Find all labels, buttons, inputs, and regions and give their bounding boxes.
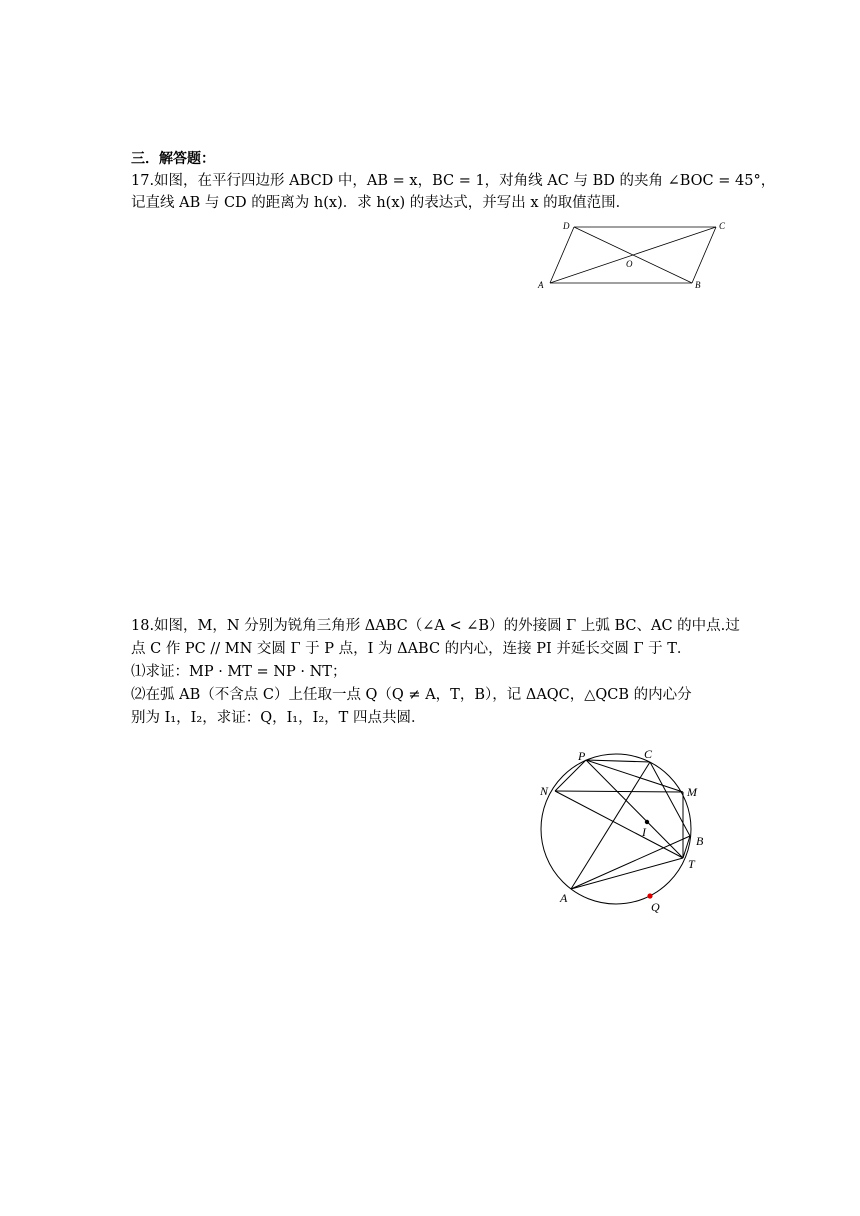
q18-part1: ⑴求证：MP · MT = NP · NT； — [131, 664, 347, 680]
label-A-fig17: A — [538, 280, 544, 290]
q17-parallelogram-figure — [532, 218, 732, 298]
label-C-fig18: C — [644, 747, 653, 761]
label-P-fig18: P — [578, 749, 586, 763]
q17-text-line2: 记直线 AB 与 CD 的距离为 h(x)．求 h(x) 的表达式，并写出 x 的取值范围． — [131, 195, 631, 211]
label-M-fig18: M — [687, 785, 697, 799]
incenter-I-point — [645, 820, 649, 824]
label-C-fig17: C — [719, 221, 726, 231]
section-heading: 三．解答题： — [131, 151, 215, 167]
q18-text-line1: 18.如图，M，N 分别为锐角三角形 ΔABC（∠A < ∠B）的外接圆 Γ 上弧 BC、AC 的中点.过 — [131, 618, 740, 634]
label-B-fig18: B — [696, 834, 704, 848]
label-T-fig18: T — [688, 857, 695, 871]
label-Q-fig18: Q — [651, 900, 660, 914]
label-N-fig18: N — [540, 784, 549, 798]
label-O-fig17: O — [626, 259, 633, 269]
q18-part2-line2: 别为 I₁，I₂，求证：Q，I₁，I₂，T 四点共圆． — [131, 710, 426, 726]
q17-text-line1: 17.如图，在平行四边形 ABCD 中，AB = x，BC = 1，对角线 AC 与 BD 的夹角 ∠BOC = 45°， — [131, 173, 776, 189]
label-D-fig17: D — [563, 221, 570, 231]
q18-text-line2: 点 C 作 PC // MN 交圆 Γ 于 P 点，I 为 ΔABC 的内心，连接 PI 并延长交圆 Γ 于 T． — [131, 641, 692, 657]
point-Q-red — [647, 893, 652, 898]
label-I-fig18: I — [642, 825, 646, 839]
q18-part2-line1: ⑵在弧 AB（不含点 C）上任取一点 Q（Q ≠ A，T，B），记 ΔAQC，△QCB 的内心分 — [131, 687, 692, 703]
label-A-fig18: A — [560, 891, 568, 905]
q18-circle-figure — [530, 740, 730, 920]
label-B-fig17: B — [695, 280, 701, 290]
